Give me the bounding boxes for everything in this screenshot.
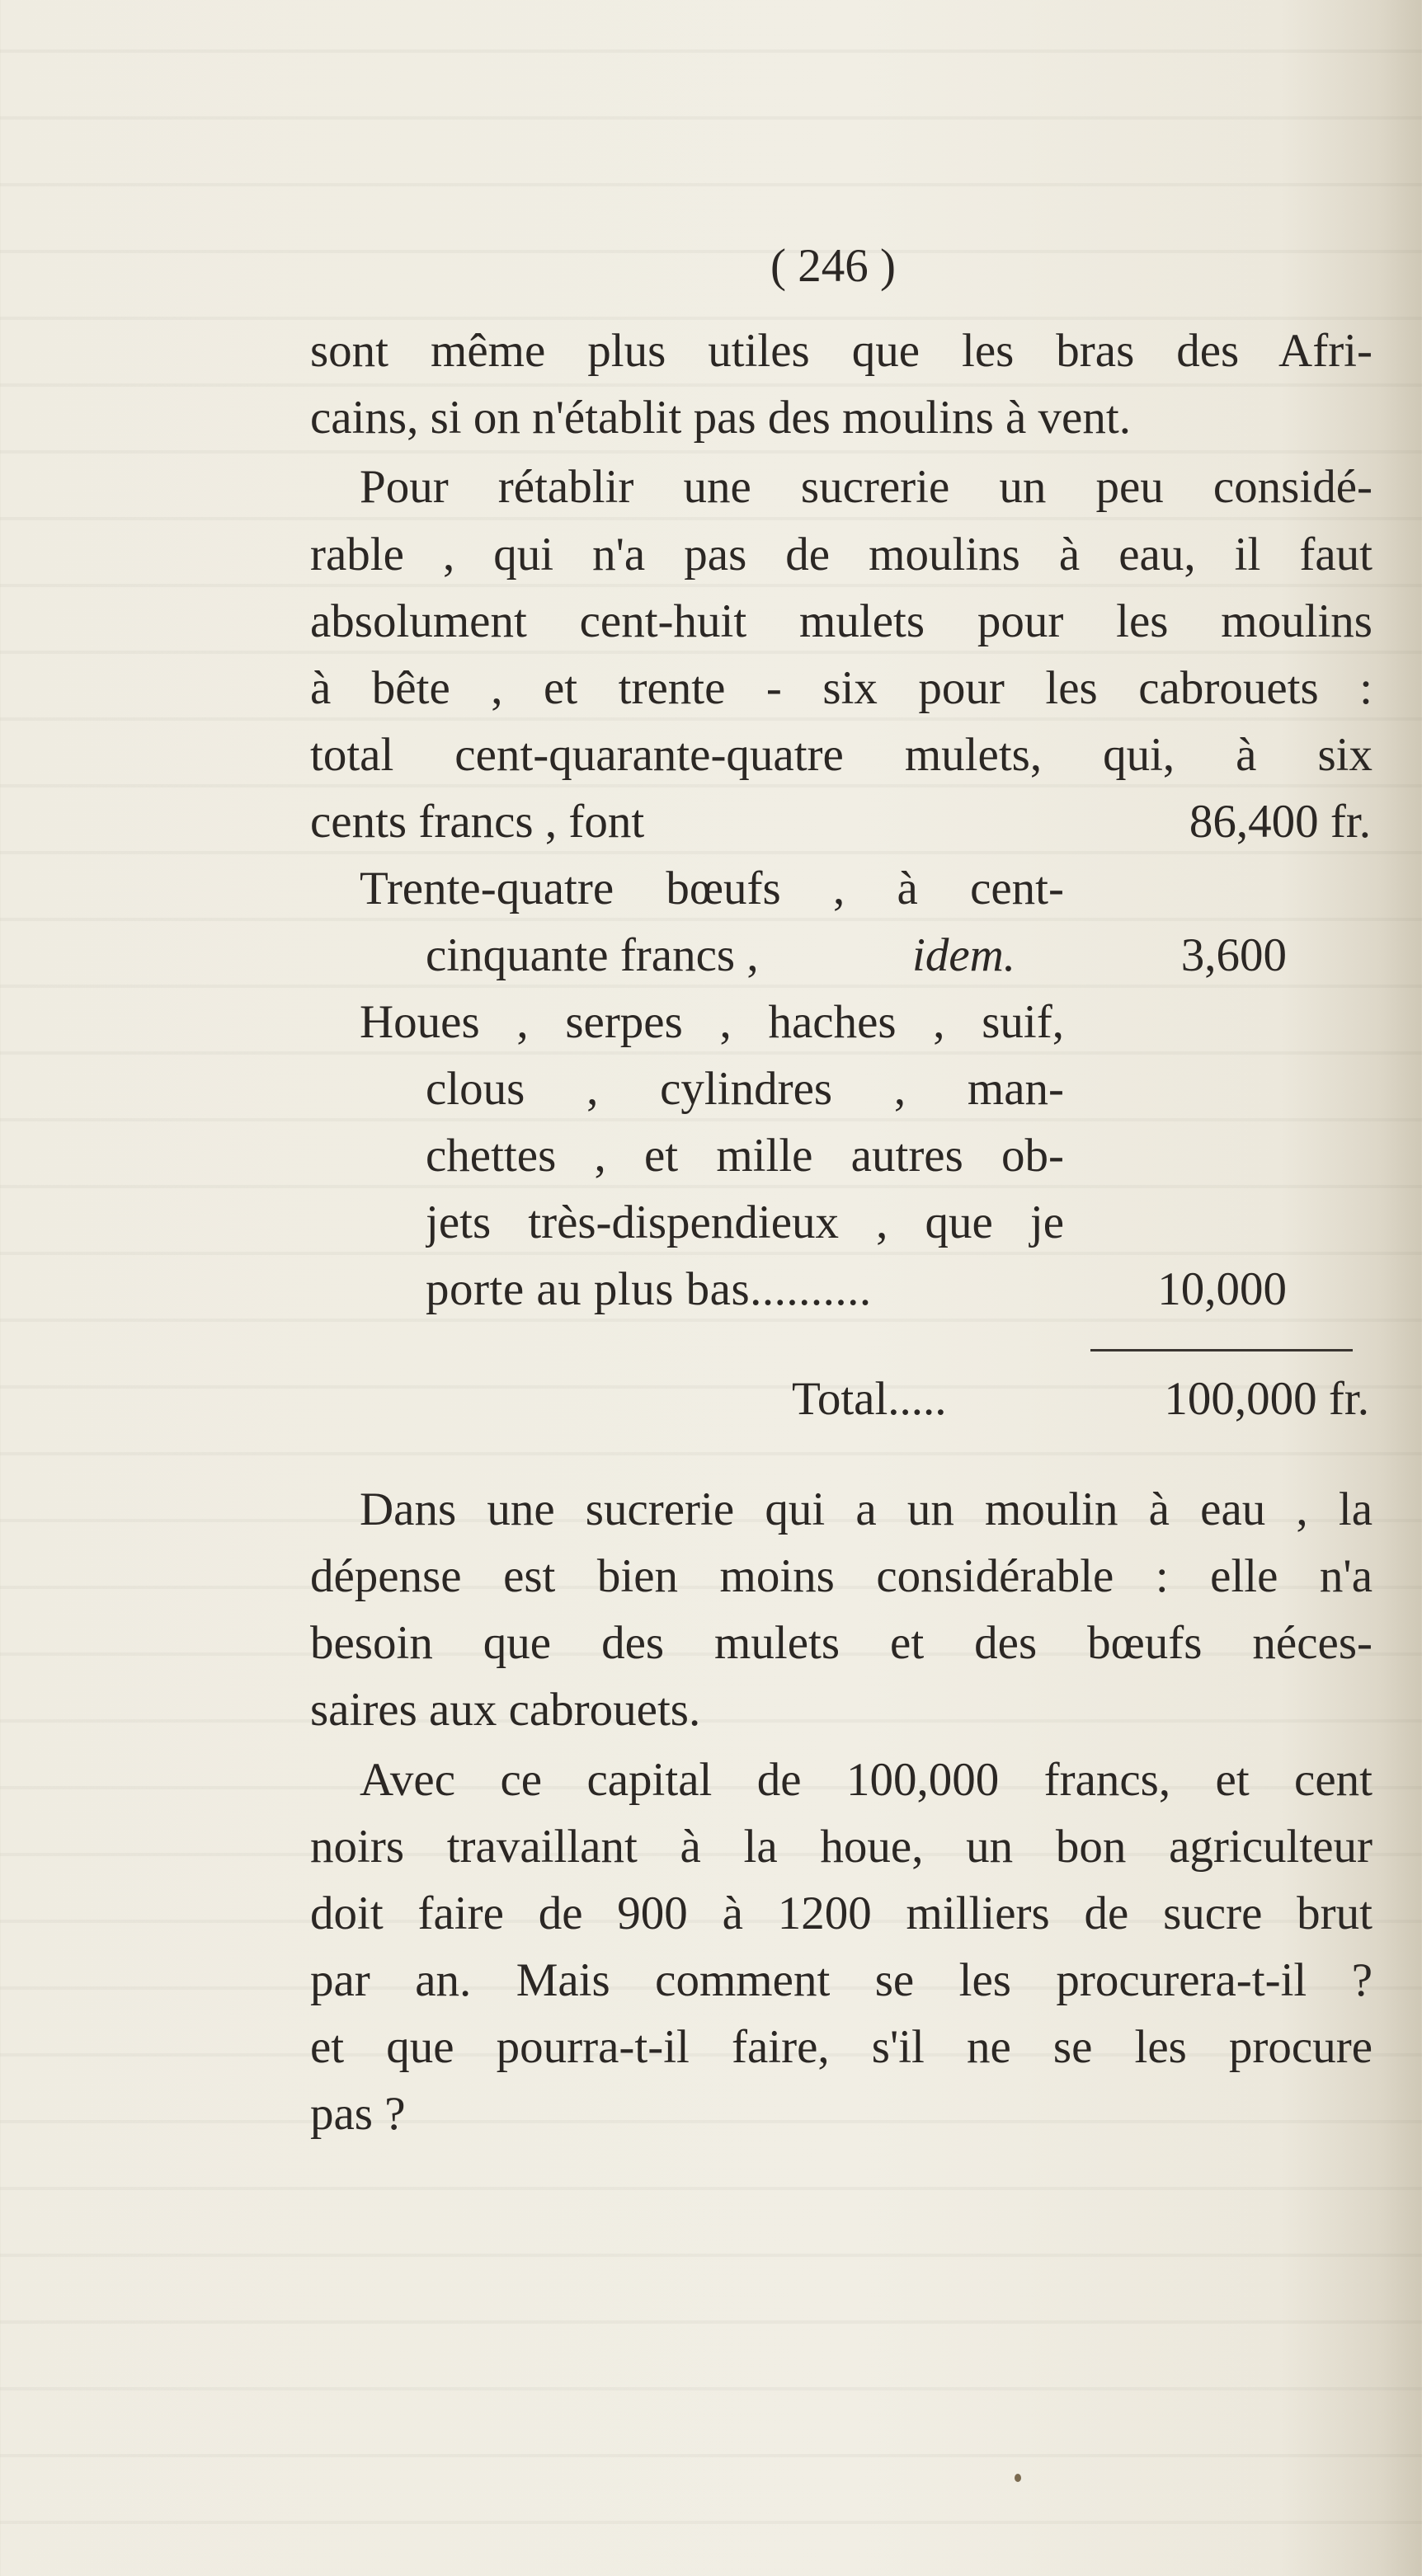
text-line: absolument cent-huit mulets pour les moulins	[310, 595, 1373, 647]
total-rule	[1090, 1349, 1353, 1351]
text-line: besoin que des mulets et des bœufs néces-	[310, 1617, 1373, 1669]
text-line: doit faire de 900 à 1200 milliers de sucre brut	[310, 1887, 1373, 1939]
ink-spot	[1015, 2474, 1021, 2482]
text-line: saires aux cabrouets.	[310, 1684, 701, 1736]
idem-label: idem.	[912, 929, 1016, 981]
amount-tools: 10,000	[1157, 1263, 1287, 1315]
text-line: clous , cylindres , man-	[426, 1063, 1064, 1115]
text-line: par an. Mais comment se les procurera-t-il ?	[310, 1954, 1373, 2006]
total-label: Total.....	[792, 1373, 947, 1425]
text-line: cents francs , font	[310, 796, 645, 848]
text-line: Houes , serpes , haches , suif,	[360, 996, 1064, 1048]
amount-oxen: 3,600	[1180, 929, 1287, 981]
text-line: à bête , et trente - six pour les cabrouets :	[310, 662, 1373, 714]
text-line: Pour rétablir une sucrerie un peu considé-	[360, 461, 1373, 513]
text-line: Dans une sucrerie qui a un moulin à eau , la	[360, 1483, 1373, 1535]
text-line: cinquante francs ,	[426, 929, 759, 981]
text-line: Trente-quatre bœufs , à cent-	[360, 863, 1064, 914]
text-line: chettes , et mille autres ob-	[426, 1130, 1064, 1182]
total-amount: 100,000 fr.	[1164, 1373, 1369, 1425]
text-line: porte au plus bas..........	[426, 1263, 872, 1315]
text-line: pas ?	[310, 2088, 406, 2140]
amount-mules: 86,400 fr.	[1189, 796, 1371, 848]
text-line: cains, si on n'établit pas des moulins à vent.	[310, 392, 1131, 444]
text-line: Avec ce capital de 100,000 francs, et cent	[360, 1754, 1373, 1806]
text-line: rable , qui n'a pas de moulins à eau, il faut	[310, 529, 1373, 581]
text-line: noirs travaillant à la houe, un bon agriculteur	[310, 1821, 1373, 1873]
text-line: sont même plus utiles que les bras des Afri-	[310, 325, 1373, 377]
page-number: ( 246 )	[770, 240, 896, 292]
text-line: et que pourra-t-il faire, s'il ne se les procure	[310, 2021, 1373, 2073]
text-line: dépense est bien moins considérable : elle n'a	[310, 1550, 1373, 1602]
text-line: jets très-dispendieux , que je	[426, 1196, 1064, 1248]
text-line: total cent-quarante-quatre mulets, qui, à six	[310, 729, 1373, 781]
